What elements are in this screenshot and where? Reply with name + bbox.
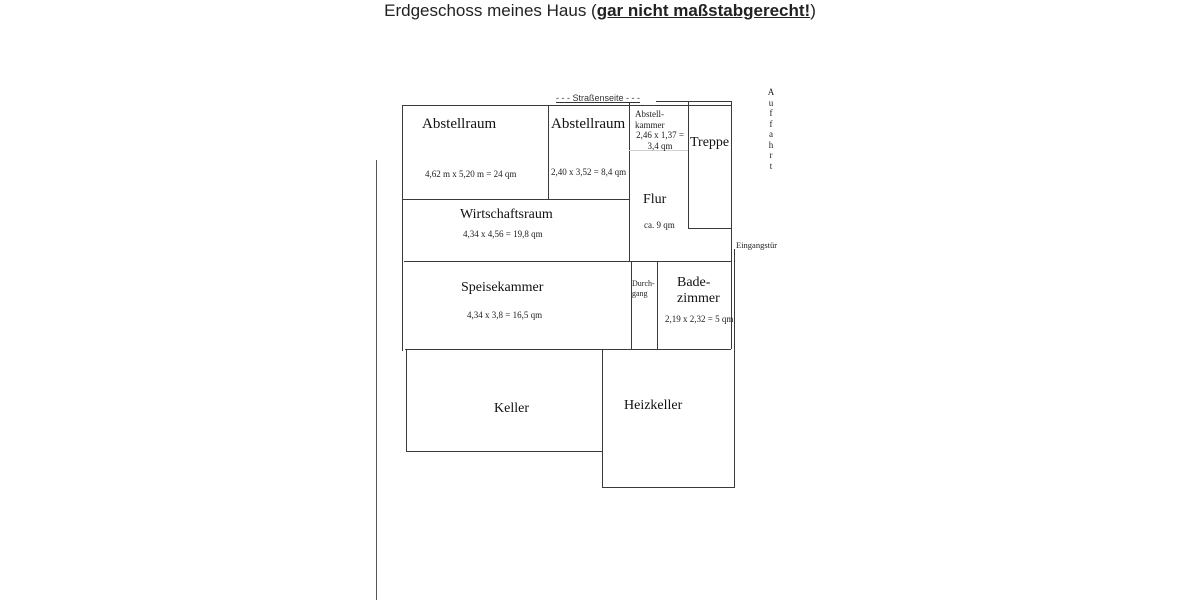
street-side-label: - - - Straßenseite - - - bbox=[556, 93, 641, 103]
wall-durchgang-right bbox=[657, 261, 658, 349]
wall-treppe-bottom bbox=[688, 228, 731, 229]
room-heizkeller-name: Heizkeller bbox=[624, 398, 683, 413]
room-speisekammer-dimensions: 4,34 x 3,8 = 16,5 qm bbox=[467, 310, 543, 320]
room-durchgang-name: Durch- gang bbox=[632, 279, 655, 298]
wall-left-upper bbox=[402, 105, 403, 351]
driveway-label: A u f f a h r t bbox=[767, 87, 775, 171]
room-abstellraum-1-name: Abstellraum bbox=[422, 116, 497, 132]
room-keller-name: Keller bbox=[494, 401, 529, 416]
room-flur-name: Flur bbox=[643, 192, 667, 207]
room-abstellraum-1-dimensions: 4,62 m x 5,20 m = 24 qm bbox=[425, 169, 517, 179]
wall-top-right-segment bbox=[656, 101, 731, 102]
room-abstellkammer-name: Abstell- kammer bbox=[635, 109, 665, 130]
wall-heizkeller-bottom bbox=[602, 487, 735, 488]
room-treppe-name: Treppe bbox=[690, 135, 730, 150]
room-badezimmer-name: Bade- zimmer bbox=[677, 275, 720, 306]
room-flur-dimensions: ca. 9 qm bbox=[644, 220, 675, 230]
wall-abstellraum-divider bbox=[548, 105, 549, 199]
room-abstellkammer-dimensions: 2,46 x 1,37 = 3,4 qm bbox=[636, 130, 684, 151]
room-badezimmer-dimensions: 2,19 x 2,32 = 5 qm bbox=[665, 314, 734, 324]
wall-flur-left bbox=[629, 103, 630, 262]
wall-row3-bottom bbox=[405, 349, 731, 350]
room-wirtschaftsraum-name: Wirtschaftsraum bbox=[460, 207, 553, 222]
title-prefix: Erdgeschoss meines Haus ( bbox=[384, 1, 597, 20]
entrance-door-label: Eingangstür bbox=[736, 240, 778, 250]
wall-row1-bottom bbox=[402, 199, 629, 200]
wall-keller-bottom bbox=[406, 451, 602, 452]
wall-heizkeller-left bbox=[602, 349, 603, 488]
room-wirtschaftsraum-dimensions: 4,34 x 4,56 = 19,8 qm bbox=[463, 229, 543, 239]
wall-top bbox=[402, 105, 731, 106]
wall-durchgang-left bbox=[631, 261, 632, 349]
room-abstellraum-2-name: Abstellraum bbox=[551, 116, 626, 132]
page-title bbox=[0, 0, 1200, 22]
title-emphasis: gar nicht maßstabgerecht! bbox=[596, 1, 811, 20]
room-speisekammer-name: Speisekammer bbox=[461, 280, 544, 295]
title-suffix: ) bbox=[810, 1, 816, 20]
wall-treppe-left bbox=[688, 101, 689, 228]
wall-row2-bottom bbox=[404, 261, 731, 262]
wall-heizkeller-right bbox=[734, 249, 735, 488]
room-abstellraum-2-dimensions: 2,40 x 3,52 = 8,4 qm bbox=[551, 167, 627, 177]
page-margin-line bbox=[376, 160, 377, 600]
wall-keller-left bbox=[406, 349, 407, 452]
wall-right-upper bbox=[731, 101, 732, 349]
